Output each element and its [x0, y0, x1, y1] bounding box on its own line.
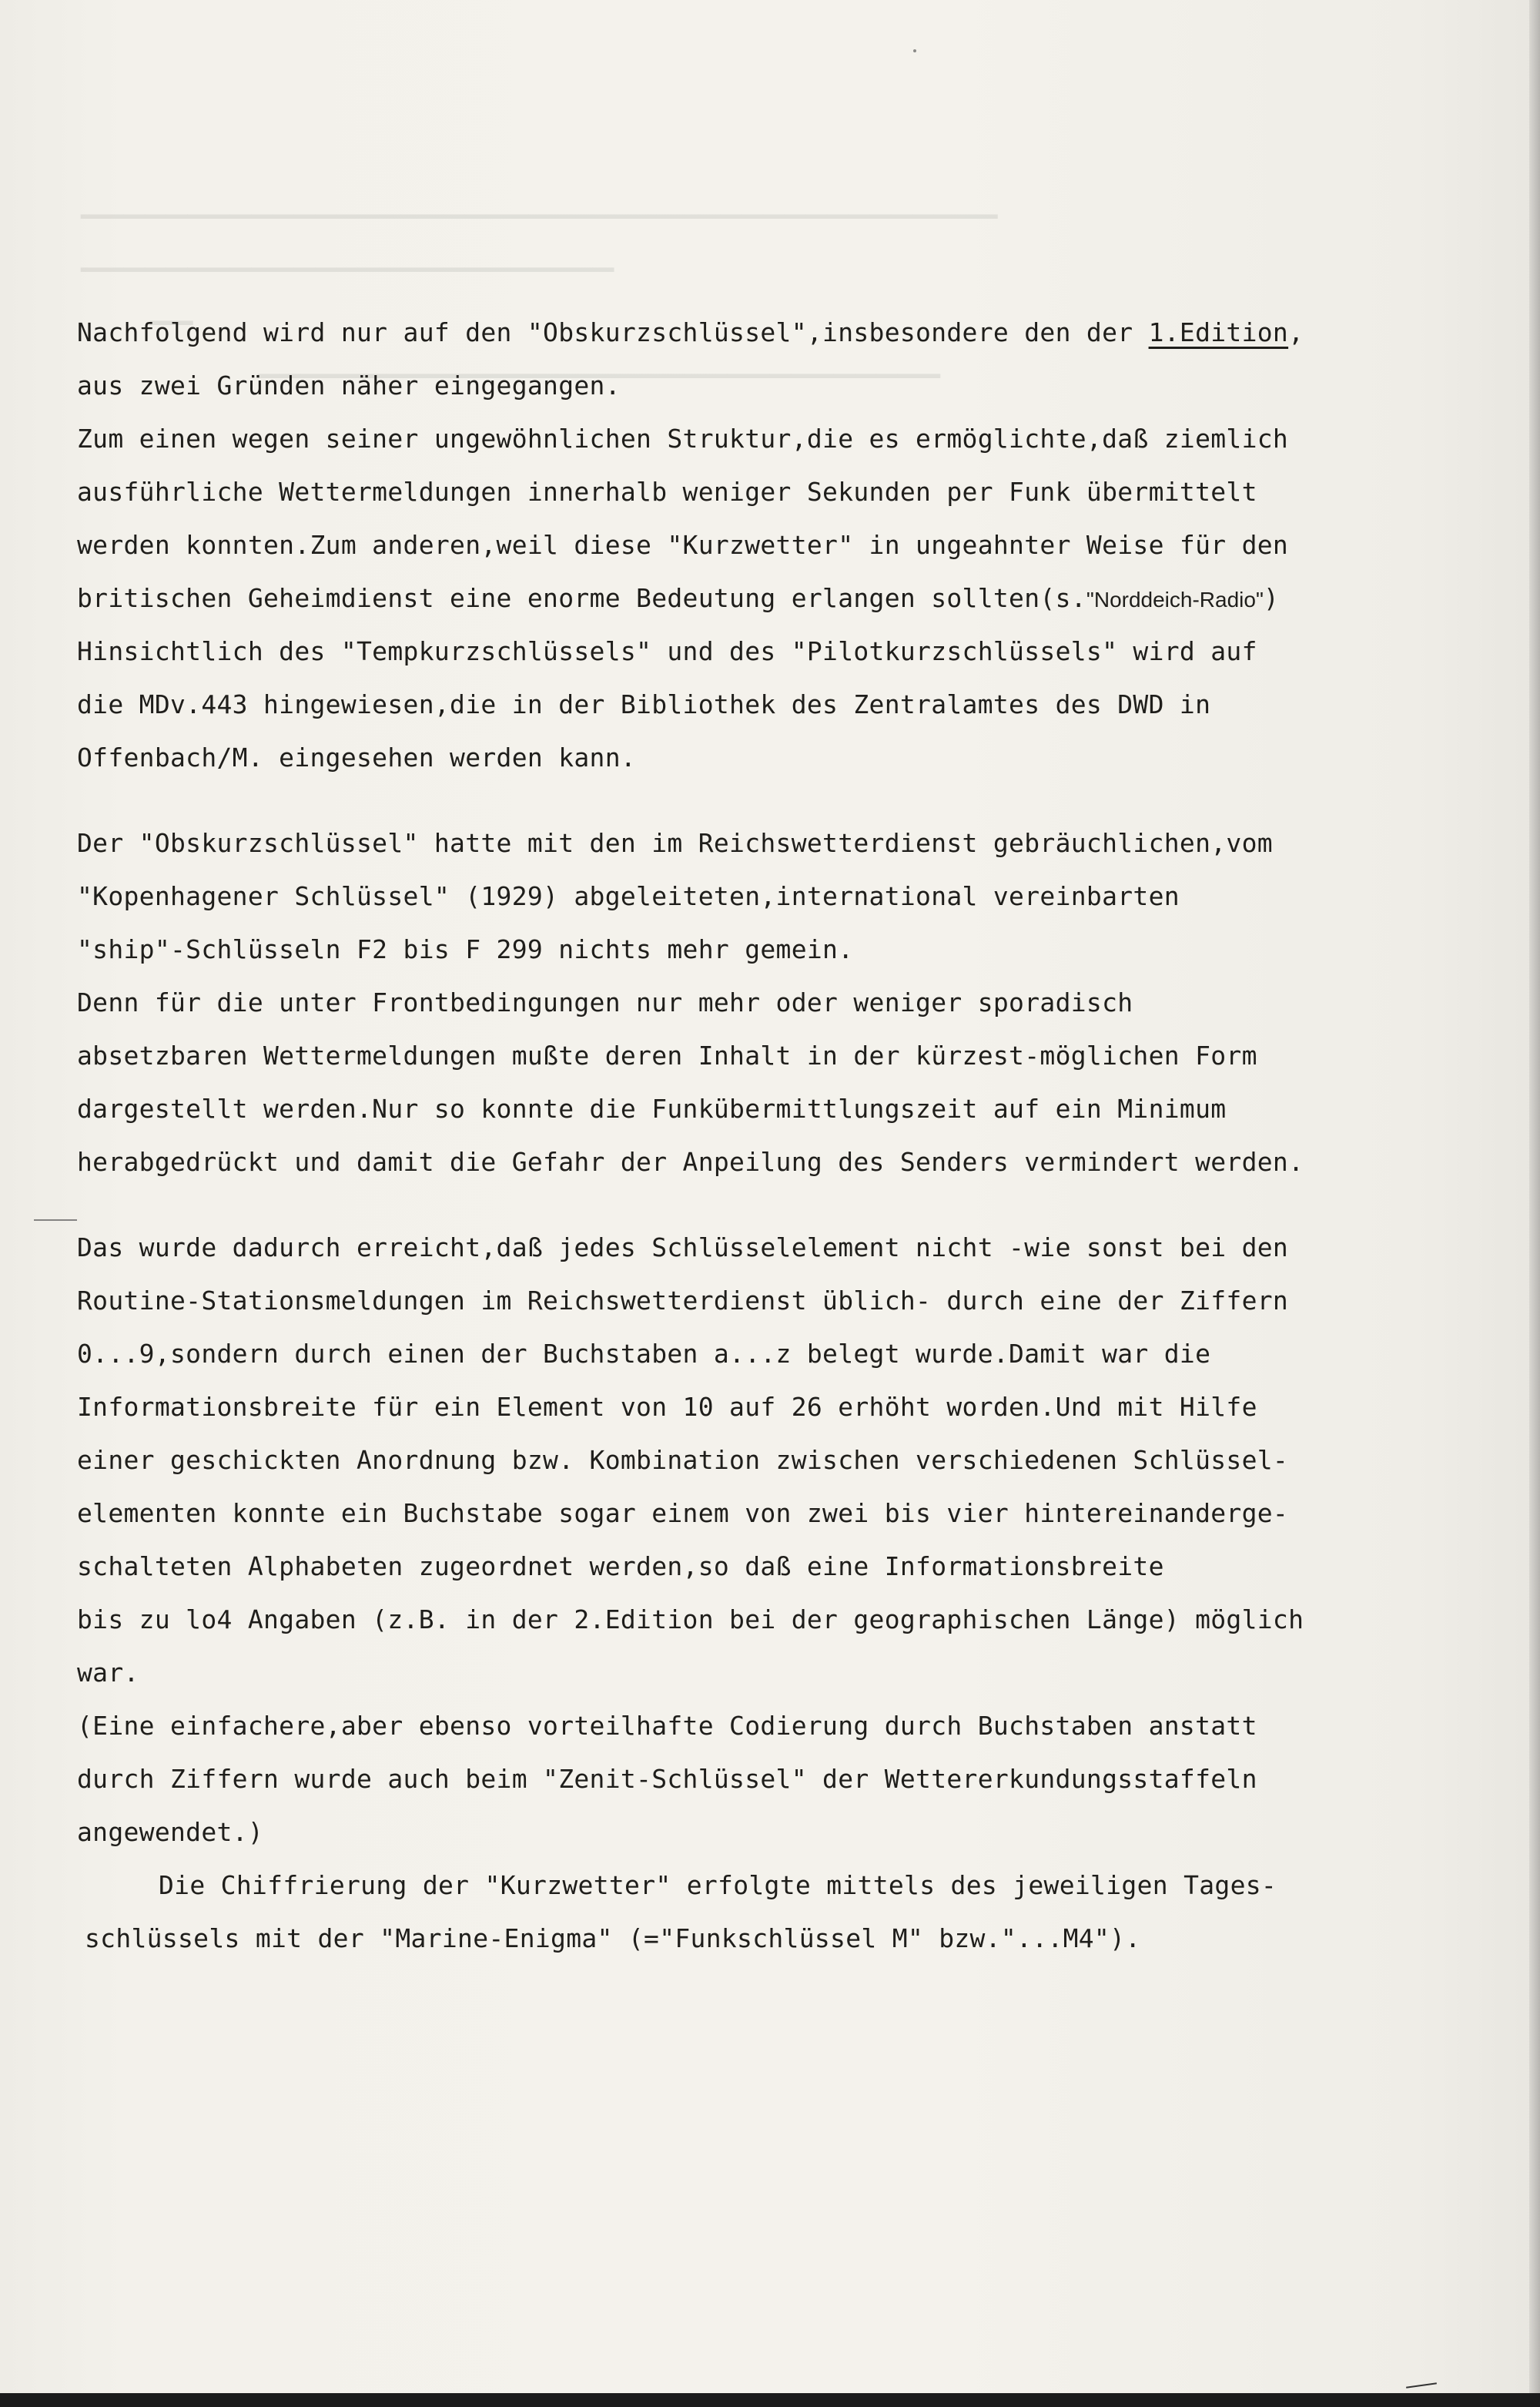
margin-tick-mark — [34, 1219, 77, 1221]
paragraph-gap — [77, 784, 1494, 816]
text-line-25: war. — [77, 1658, 139, 1688]
page-bottom-edge — [0, 2393, 1540, 2407]
text-line-2: aus zwei Gründen näher eingegangen. — [77, 370, 621, 401]
handwritten-insert: "Norddeich-Radio" — [1086, 588, 1264, 612]
body-text — [77, 306, 1494, 1965]
text-line-14: absetzbaren Wettermeldungen mußte deren Inhalt in der kürzest-möglichen Form — [77, 1041, 1257, 1071]
text-line-22: elementen konnte ein Buchstabe sogar einem von zwei bis vier hintereinanderge- — [77, 1498, 1289, 1528]
text-line-13: Denn für die unter Frontbedingungen nur mehr oder weniger sporadisch — [77, 987, 1133, 1017]
text-line-7: Hinsichtlich des "Tempkurzschlüssels" und des "Pilotkurzschlüssels" wird auf — [77, 636, 1257, 666]
text-line-27: durch Ziffern wurde auch beim "Zenit-Schlüssel" der Wettererkundungsstaffeln — [77, 1764, 1257, 1794]
text-line-10: Der "Obskurzschlüssel" hatte mit den im Reichswetterdienst gebräuchlichen,vom — [77, 828, 1273, 858]
text-line-1: Nachfolgend wird nur auf den "Obskurzschlüssel",insbesondere den der 1.Edition, — [77, 306, 1494, 359]
text-line-20: Informationsbreite für ein Element von 10 auf 26 erhöht worden.Und mit Hilfe — [77, 1392, 1257, 1422]
paragraph-gap — [77, 1188, 1494, 1221]
text-line-23: schalteten Alphabeten zugeordnet werden,so daß eine Informationsbreite — [77, 1551, 1164, 1581]
text-line-18: Routine-Stationsmeldungen im Reichswetterdienst üblich- durch eine der Ziffern — [77, 1286, 1289, 1316]
text-line-5: werden konnten.Zum anderen,weil diese "Kurzwetter" in ungeahnter Weise für den — [77, 530, 1289, 560]
text-line-3: Zum einen wegen seiner ungewöhnlichen Struktur,die es ermöglichte,daß ziemlich — [77, 424, 1289, 454]
text-line-9: Offenbach/M. eingesehen werden kann. — [77, 743, 637, 773]
text-line-16: herabgedrückt und damit die Gefahr der Anpeilung des Senders vermindert werden. — [77, 1147, 1304, 1177]
text-line-26: (Eine einfachere,aber ebenso vorteilhafte Codierung durch Buchstaben anstatt — [77, 1711, 1257, 1741]
text-line-4: ausführliche Wettermeldungen innerhalb weniger Sekunden per Funk übermittelt — [77, 477, 1257, 507]
text-line-30: schlüssels mit der "Marine-Enigma" (="Funkschlüssel M" bzw."...M4"). — [85, 1923, 1141, 1953]
text-line-19: 0...9,sondern durch einen der Buchstaben a...z belegt wurde.Damit war die — [77, 1339, 1211, 1369]
text-line-15: dargestellt werden.Nur so konnte die Funkübermittlungszeit auf ein Minimum — [77, 1094, 1227, 1124]
text-line-21: einer geschickten Anordnung bzw. Kombination zwischen verschiedenen Schlüssel- — [77, 1445, 1289, 1475]
corner-pen-mark — [1406, 2382, 1437, 2389]
text-line-11: "Kopenhagener Schlüssel" (1929) abgeleiteten,international vereinbarten — [77, 881, 1180, 911]
text-line-12: "ship"-Schlüsseln F2 bis F 299 nichts mehr gemein. — [77, 934, 854, 964]
text-line-8: die MDv.443 hingewiesen,die in der Bibliothek des Zentralamtes des DWD in — [77, 689, 1211, 719]
page-edge-shadow — [1529, 0, 1540, 2407]
text-line-24: bis zu lo4 Angaben (z.B. in der 2.Edition bei der geographischen Länge) möglich — [77, 1604, 1304, 1634]
show-through-background: ▁▁▁▁▁▁▁▁▁▁▁▁▁▁▁▁▁▁▁▁▁▁▁▁▁▁▁▁▁▁▁▁▁▁▁▁▁▁▁▁▁▁▁ ▁▁▁▁▁▁▁▁▁▁▁▁▁▁▁▁▁▁▁▁▁▁▁▁▁ ▁▁ ▁▁▁▁▁▁▁▁▁▁▁▁▁▁▁▁▁▁▁▁▁▁▁▁▁▁▁▁▁▁▁▁ — [81, 186, 998, 377]
text-line-6: britischen Geheimdienst eine enorme Bedeutung erlangen sollten(s."Norddeich-Radio") — [77, 583, 1280, 613]
text-line-29: Die Chiffrierung der "Kurzwetter" erfolgte mittels des jeweiligen Tages- — [159, 1870, 1277, 1900]
ink-speck — [913, 49, 916, 52]
edition-underlined: 1.Edition — [1148, 317, 1289, 347]
text-line-17: Das wurde dadurch erreicht,daß jedes Schlüsselelement nicht -wie sonst bei den — [77, 1232, 1289, 1262]
text-line-28: angewendet.) — [77, 1817, 264, 1847]
